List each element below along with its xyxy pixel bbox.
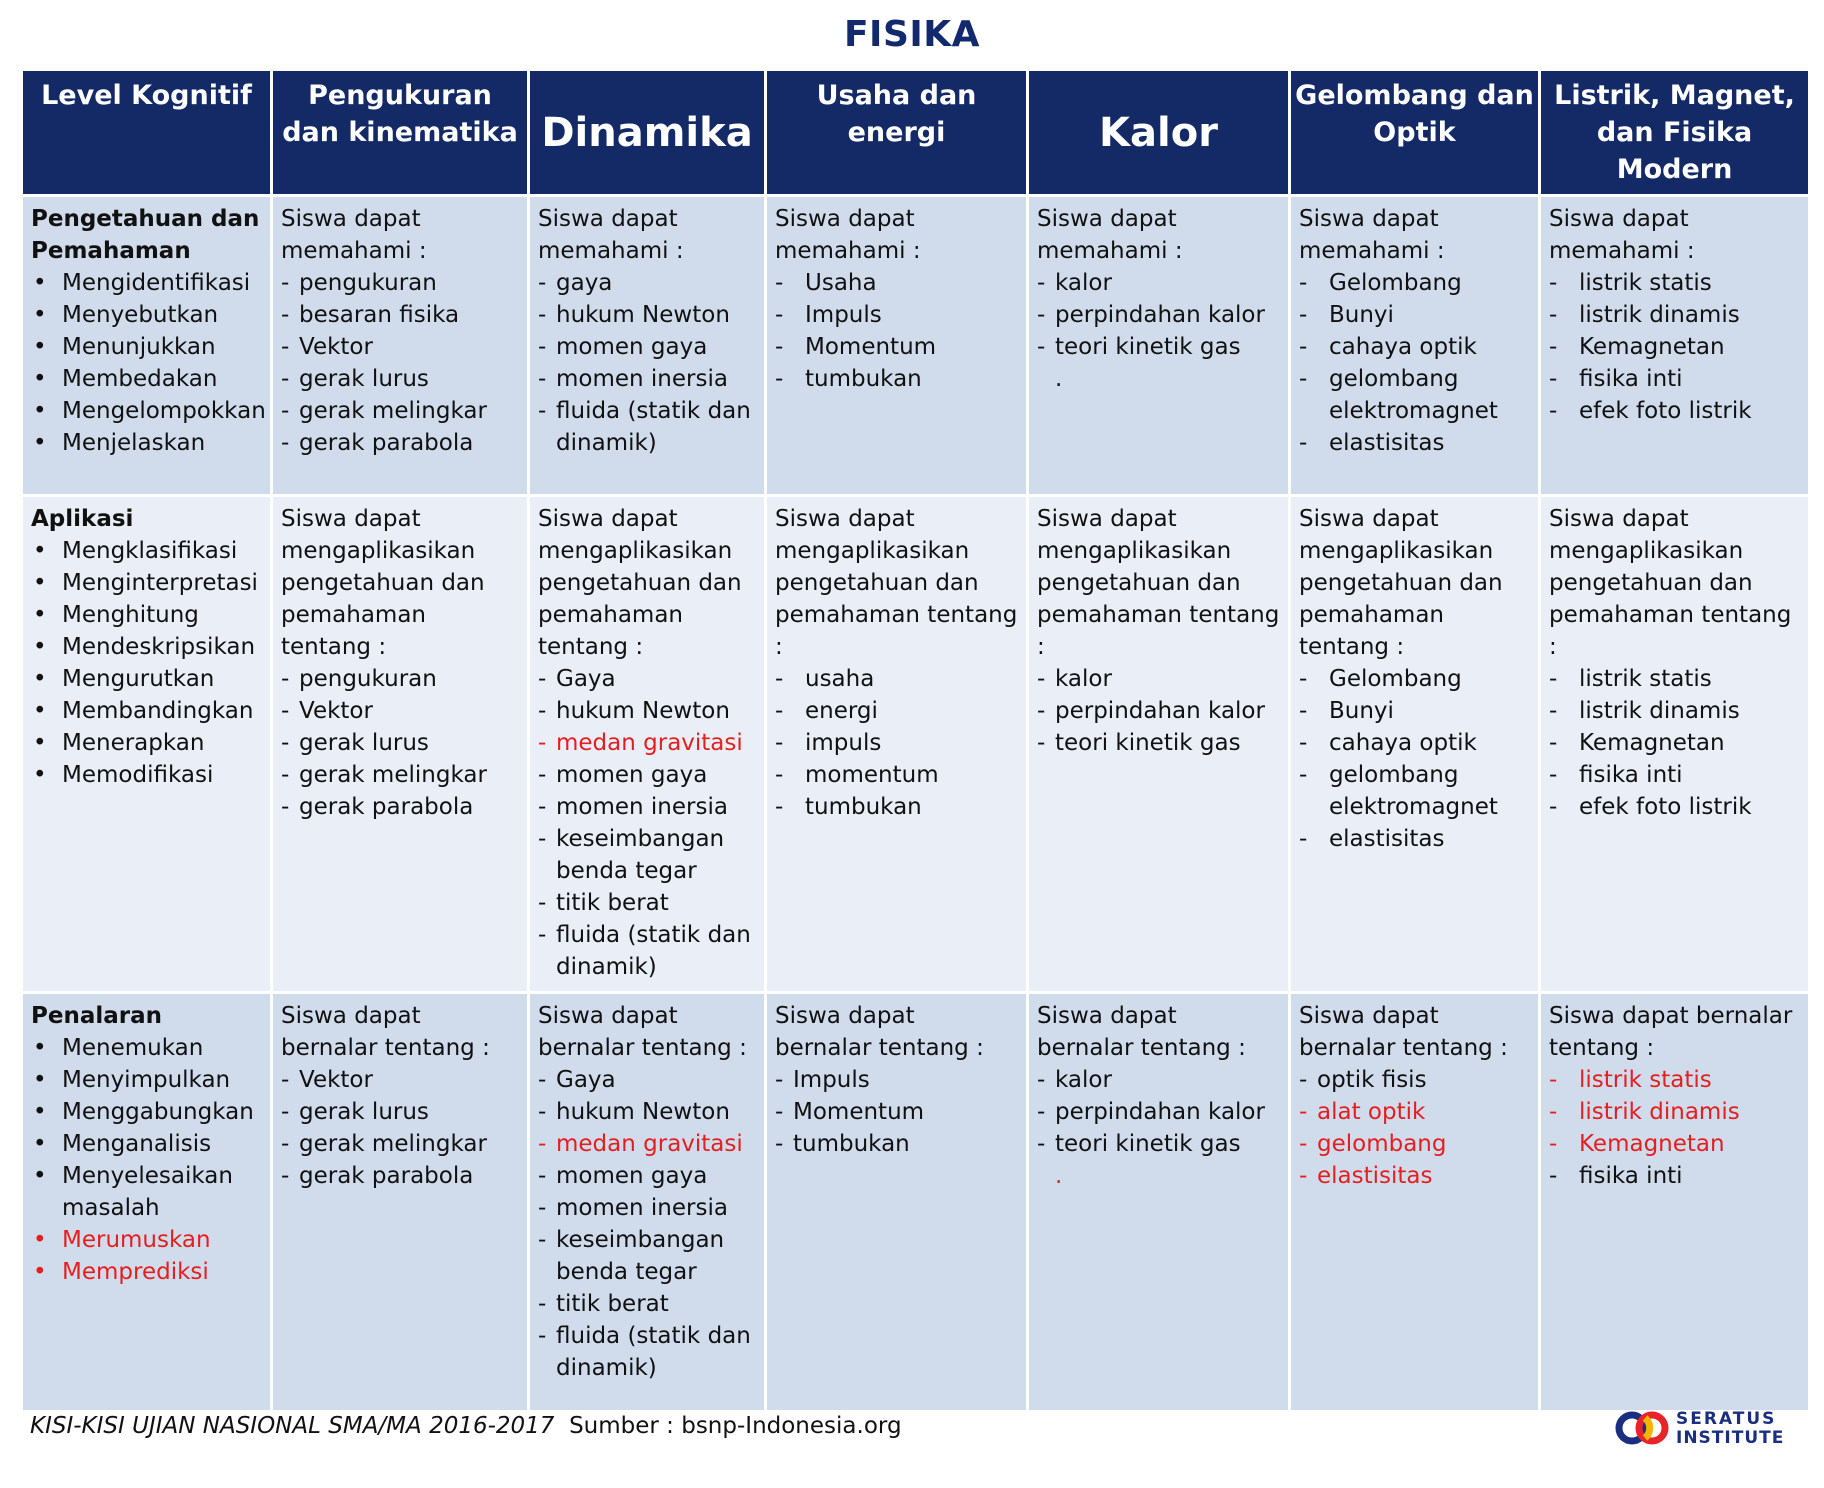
topic-item: - efek foto listrik (1549, 395, 1800, 427)
topic-item: - Impuls (775, 299, 1018, 331)
topic-item: - gelombang elektromagnet (1299, 363, 1530, 427)
topic-item: - tumbukan (775, 791, 1018, 823)
topic-item: - Vektor (281, 1064, 519, 1096)
row-pengetahuan (22, 196, 1810, 496)
row-aplikasi (22, 496, 1810, 993)
cell-intro: Siswa dapat bernalar tentang : (1549, 1003, 1793, 1061)
header-usaha-energi: Usaha dan energi (766, 70, 1028, 196)
topic-item: - gerak melingkar (281, 395, 519, 427)
topic-item: - besaran fisika (281, 299, 519, 331)
verb-item: • Menghitung (31, 599, 262, 631)
verb-item: • Mendeskripsikan (31, 631, 262, 663)
topic-item: - Usaha (775, 267, 1018, 299)
verb-item: • Menyelesaikan masalah (31, 1160, 262, 1224)
topic-item: - Gelombang (1299, 267, 1530, 299)
topic-item: - titik berat (538, 887, 756, 919)
topic-item: - momen gaya (538, 331, 756, 363)
cell-intro: Siswa dapat mengaplikasikan pengetahuan dan pemahaman tentang : (538, 506, 742, 660)
footer (30, 1413, 902, 1439)
topic-item: - teori kinetik gas (1037, 331, 1280, 363)
verb-item: • Mengklasifikasi (31, 535, 262, 567)
topic-list (281, 1064, 519, 1192)
cell-intro: Siswa dapat memahami : (538, 206, 684, 264)
topic-item: - kalor (1037, 1064, 1280, 1096)
header-level-kognitif: Level Kognitif (22, 70, 272, 196)
topic-list (1037, 267, 1280, 363)
topic-item: - tumbukan (775, 1128, 1018, 1160)
topic-item: - momen inersia (538, 1192, 756, 1224)
topic-item: - kalor (1037, 267, 1280, 299)
level-title: Aplikasi (31, 506, 134, 532)
topic-item: - energi (775, 695, 1018, 727)
topic-item: - perpindahan kalor (1037, 299, 1280, 331)
topic-item: - hukum Newton (538, 299, 756, 331)
topic-item: - Gelombang (1299, 663, 1530, 695)
topic-list (538, 1064, 756, 1384)
topic-list (1549, 1064, 1800, 1192)
cell-intro: Siswa dapat memahami : (281, 206, 427, 264)
topic-list (1299, 1064, 1530, 1192)
topic-item: - impuls (775, 727, 1018, 759)
topic-item: - gerak lurus (281, 727, 519, 759)
header-row (22, 70, 1810, 196)
verb-item: • Mengelompokkan (31, 395, 262, 427)
verb-list (31, 535, 262, 791)
topic-item: - titik berat (538, 1288, 756, 1320)
cell-kalor (1028, 196, 1290, 496)
cell-usaha-energi (766, 496, 1028, 993)
verb-item: • Menerapkan (31, 727, 262, 759)
topic-list (281, 663, 519, 823)
topic-item: - Momentum (775, 331, 1018, 363)
level-cell (22, 196, 272, 496)
cell-dinamika (529, 993, 766, 1412)
topic-list (538, 267, 756, 459)
topic-item: - Bunyi (1299, 695, 1530, 727)
topic-item: - elastisitas (1299, 427, 1530, 459)
topic-item: - gelombang elektromagnet (1299, 759, 1530, 823)
verb-item-highlighted: • Memprediksi (31, 1256, 262, 1288)
cell-gelombang-optik (1290, 496, 1540, 993)
cell-gelombang-optik (1290, 993, 1540, 1412)
topic-item: - fluida (statik dan dinamik) (538, 1320, 756, 1384)
topic-item: - fluida (statik dan dinamik) (538, 395, 756, 459)
cell-intro: Siswa dapat memahami : (1549, 206, 1695, 264)
header-gelombang-optik: Gelombang dan Optik (1290, 70, 1540, 196)
cell-intro: Siswa dapat memahami : (775, 206, 921, 264)
cell-dinamika (529, 496, 766, 993)
topic-item: - Gaya (538, 663, 756, 695)
cell-intro: Siswa dapat mengaplikasikan pengetahuan dan pemahaman tentang : (1549, 506, 1792, 660)
logo-text-institute: INSTITUTE (1676, 1428, 1785, 1448)
cell-intro: Siswa dapat bernalar tentang : (1299, 1003, 1508, 1061)
topic-list (775, 663, 1018, 823)
cell-usaha-energi (766, 196, 1028, 496)
topic-item: - fluida (statik dan dinamik) (538, 919, 756, 983)
header-pengukuran: Pengukuran dan kinematika (272, 70, 529, 196)
topic-item: - tumbukan (775, 363, 1018, 395)
topic-list (1299, 267, 1530, 459)
topic-item: - teori kinetik gas (1037, 1128, 1280, 1160)
verb-item: • Menemukan (31, 1032, 262, 1064)
cell-intro: Siswa dapat bernalar tentang : (1037, 1003, 1246, 1061)
topic-list (775, 267, 1018, 395)
topic-item: - kalor (1037, 663, 1280, 695)
topic-list (1549, 663, 1800, 823)
trailing-dot: . (1055, 366, 1063, 392)
topic-list (1037, 663, 1280, 759)
topic-item: - fisika inti (1549, 1160, 1800, 1192)
topic-item-highlighted: - medan gravitasi (538, 727, 756, 759)
topic-item: - gerak lurus (281, 363, 519, 395)
topic-item: - cahaya optik (1299, 727, 1530, 759)
cell-intro: Siswa dapat bernalar tentang : (538, 1003, 747, 1061)
topic-item: - efek foto listrik (1549, 791, 1800, 823)
verb-item: • Menganalisis (31, 1128, 262, 1160)
cell-kalor (1028, 496, 1290, 993)
topic-item: - gerak parabola (281, 1160, 519, 1192)
cell-listrik-magnet (1540, 496, 1810, 993)
topic-item: - perpindahan kalor (1037, 1096, 1280, 1128)
topic-item: - gerak parabola (281, 791, 519, 823)
topic-item: - Kemagnetan (1549, 727, 1800, 759)
topic-item: - pengukuran (281, 663, 519, 695)
verb-item: • Menggabungkan (31, 1096, 262, 1128)
verb-item: • Memodifikasi (31, 759, 262, 791)
row-penalaran (22, 993, 1810, 1412)
topic-item: - keseimbangan benda tegar (538, 823, 756, 887)
cell-pengukuran (272, 496, 529, 993)
topic-item: - optik fisis (1299, 1064, 1530, 1096)
header-dinamika: Dinamika (529, 70, 766, 196)
rings-logo-icon (1614, 1406, 1674, 1450)
topic-item: - perpindahan kalor (1037, 695, 1280, 727)
cell-intro: Siswa dapat mengaplikasikan pengetahuan dan pemahaman tentang : (1037, 506, 1280, 660)
topic-item: - momentum (775, 759, 1018, 791)
verb-list (31, 1032, 262, 1288)
verb-item: • Membedakan (31, 363, 262, 395)
topic-list (538, 663, 756, 983)
topic-item: - momen inersia (538, 363, 756, 395)
cell-pengukuran (272, 196, 529, 496)
cell-intro: Siswa dapat mengaplikasikan pengetahuan dan pemahaman tentang : (775, 506, 1018, 660)
cell-intro: Siswa dapat bernalar tentang : (775, 1003, 984, 1061)
topic-item: - Momentum (775, 1096, 1018, 1128)
footer-exam-title: KISI-KISI UJIAN NASIONAL SMA/MA 2016-2017 (30, 1413, 555, 1439)
topic-item: - Impuls (775, 1064, 1018, 1096)
cell-kalor (1028, 993, 1290, 1412)
header-kalor: Kalor (1028, 70, 1290, 196)
topic-list (1299, 663, 1530, 855)
topic-list (1549, 267, 1800, 427)
verb-item-highlighted: • Merumuskan (31, 1224, 262, 1256)
topic-item: - gaya (538, 267, 756, 299)
seratus-logo (1614, 1406, 1790, 1452)
topic-item: - gerak lurus (281, 1096, 519, 1128)
cell-intro: Siswa dapat mengaplikasikan pengetahuan dan pemahaman tentang : (281, 506, 485, 660)
verb-list (31, 267, 266, 459)
topic-item-highlighted: - medan gravitasi (538, 1128, 756, 1160)
footer-source: Sumber : bsnp-Indonesia.org (569, 1413, 902, 1439)
topic-item: - momen gaya (538, 1160, 756, 1192)
topic-list (281, 267, 519, 459)
topic-item: - listrik statis (1549, 663, 1800, 695)
kisi-kisi-table (20, 68, 1811, 1413)
level-title: Pengetahuan dan Pemahaman (31, 206, 260, 264)
level-cell (22, 993, 272, 1412)
topic-list (1037, 1064, 1280, 1160)
topic-item: - listrik dinamis (1549, 299, 1800, 331)
topic-item: - usaha (775, 663, 1018, 695)
topic-item: - elastisitas (1299, 823, 1530, 855)
cell-intro: Siswa dapat memahami : (1037, 206, 1183, 264)
topic-item-highlighted: - listrik dinamis (1549, 1096, 1800, 1128)
topic-item: - gerak melingkar (281, 1128, 519, 1160)
topic-item: - momen gaya (538, 759, 756, 791)
topic-item: - fisika inti (1549, 363, 1800, 395)
topic-item-highlighted: - listrik statis (1549, 1064, 1800, 1096)
cell-listrik-magnet (1540, 993, 1810, 1412)
topic-item: - Kemagnetan (1549, 331, 1800, 363)
topic-item: - teori kinetik gas (1037, 727, 1280, 759)
cell-dinamika (529, 196, 766, 496)
page-title: FISIKA (843, 14, 981, 55)
topic-item-highlighted: - Kemagnetan (1549, 1128, 1800, 1160)
cell-gelombang-optik (1290, 196, 1540, 496)
topic-item: - Gaya (538, 1064, 756, 1096)
verb-item: • Mengurutkan (31, 663, 262, 695)
cell-intro: Siswa dapat memahami : (1299, 206, 1445, 264)
verb-item: • Menyebutkan (31, 299, 262, 331)
topic-item: - momen inersia (538, 791, 756, 823)
level-cell (22, 496, 272, 993)
topic-item: - Vektor (281, 331, 519, 363)
topic-item: - gerak melingkar (281, 759, 519, 791)
verb-item: • Menjelaskan (31, 427, 262, 459)
verb-item: • Menunjukkan (31, 331, 262, 363)
cell-listrik-magnet (1540, 196, 1810, 496)
cell-intro: Siswa dapat bernalar tentang : (281, 1003, 490, 1061)
topic-item: - cahaya optik (1299, 331, 1530, 363)
topic-item: - keseimbangan benda tegar (538, 1224, 756, 1288)
level-title: Penalaran (31, 1003, 162, 1029)
trailing-dot: . (1055, 1163, 1063, 1189)
topic-item: - hukum Newton (538, 695, 756, 727)
topic-item-highlighted: - alat optik (1299, 1096, 1530, 1128)
cell-intro: Siswa dapat mengaplikasikan pengetahuan dan pemahaman tentang : (1299, 506, 1503, 660)
topic-item: - hukum Newton (538, 1096, 756, 1128)
topic-item: - pengukuran (281, 267, 519, 299)
topic-item: - Vektor (281, 695, 519, 727)
topic-item: - fisika inti (1549, 759, 1800, 791)
topic-item: - gerak parabola (281, 427, 519, 459)
topic-item: - listrik dinamis (1549, 695, 1800, 727)
topic-item: - listrik statis (1549, 267, 1800, 299)
cell-usaha-energi (766, 993, 1028, 1412)
topic-list (775, 1064, 1018, 1160)
verb-item: • Membandingkan (31, 695, 262, 727)
verb-item: • Menyimpulkan (31, 1064, 262, 1096)
verb-item: • Mengidentifikasi (31, 267, 262, 299)
topic-item-highlighted: - elastisitas (1299, 1160, 1530, 1192)
header-listrik-magnet: Listrik, Magnet, dan Fisika Modern (1540, 70, 1810, 196)
logo-text-seratus: SERATUS (1676, 1409, 1777, 1429)
cell-pengukuran (272, 993, 529, 1412)
topic-item-highlighted: - gelombang (1299, 1128, 1530, 1160)
topic-item: - Bunyi (1299, 299, 1530, 331)
verb-item: • Menginterpretasi (31, 567, 262, 599)
